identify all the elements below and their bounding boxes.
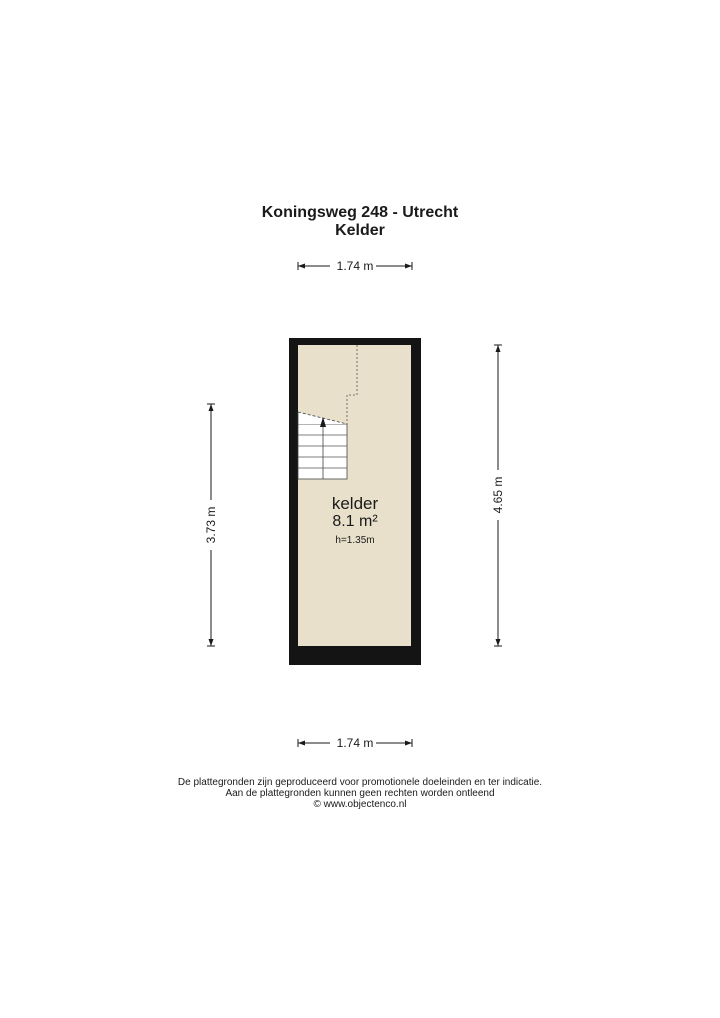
room-height: h=1.35m <box>335 535 375 546</box>
top-width-label: 1.74 m <box>336 259 374 273</box>
staircase <box>298 412 347 479</box>
room-area: 8.1 m² <box>332 513 378 530</box>
disclaimer-line-1: De plattegronden zijn geproduceerd voor promotionele doeleinden en ter indicatie. <box>177 777 543 788</box>
left-height-label: 3.73 m <box>204 506 218 544</box>
room-name: kelder <box>331 494 379 513</box>
floorplan-floor-title: Kelder <box>335 222 385 239</box>
copyright-line: © www.objectenco.nl <box>313 799 407 810</box>
bottom-width-label: 1.74 m <box>336 736 374 750</box>
floorplan-address-title: Koningsweg 248 - Utrecht <box>261 204 459 221</box>
right-height-label: 4.65 m <box>491 476 505 514</box>
disclaimer-line-2: Aan de plattegronden kunnen geen rechten worden ontleend <box>225 788 495 799</box>
